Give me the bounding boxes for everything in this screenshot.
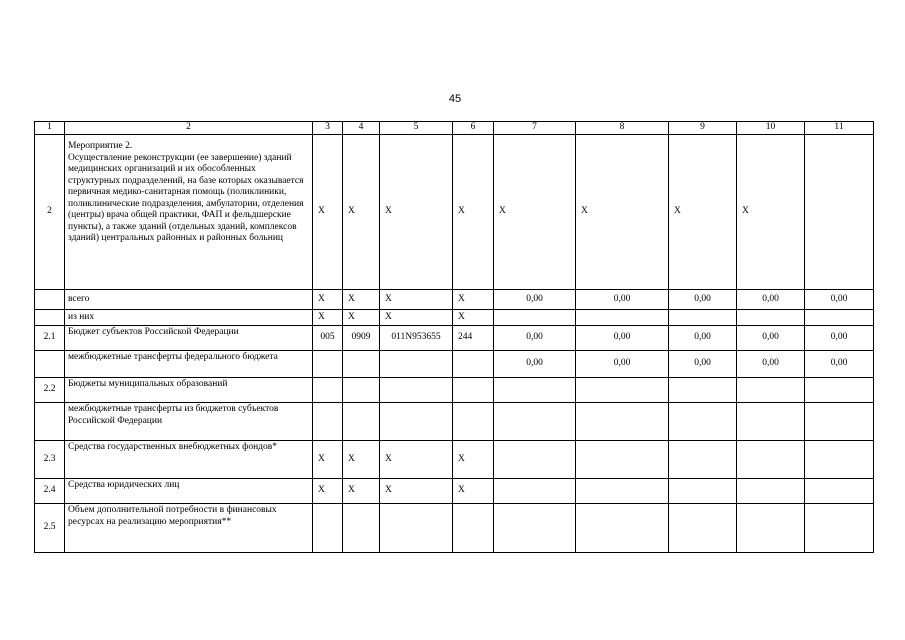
cell-col5 xyxy=(380,504,453,553)
cell-col10 xyxy=(737,378,805,403)
cell-col6 xyxy=(453,504,494,553)
cell-col8: 0,00 xyxy=(576,351,669,378)
cell-col6 xyxy=(453,403,494,441)
cell-col9 xyxy=(669,479,737,504)
cell-col3: X xyxy=(313,310,343,326)
cell-col6: X xyxy=(453,135,494,290)
row-description: межбюджетные трансферты федерального бюджета xyxy=(65,351,313,378)
header-row xyxy=(35,122,874,135)
cell-col11: 0,00 xyxy=(805,351,874,378)
cell-col8: 0,00 xyxy=(576,326,669,351)
cell-col4 xyxy=(343,351,380,378)
cell-col9 xyxy=(669,504,737,553)
cell-col3: X xyxy=(313,479,343,504)
cell-col8 xyxy=(576,310,669,326)
header-cell: 10 xyxy=(737,122,805,135)
cell-col6: X xyxy=(453,441,494,479)
table-row xyxy=(35,403,874,441)
cell-col8 xyxy=(576,378,669,403)
page-number: 45 xyxy=(448,93,462,105)
cell-col10: 0,00 xyxy=(737,290,805,310)
cell-col6: X xyxy=(453,310,494,326)
cell-col6: X xyxy=(453,290,494,310)
header-cell: 9 xyxy=(669,122,737,135)
cell-col10 xyxy=(737,441,805,479)
cell-col7 xyxy=(494,403,576,441)
row-description: всего xyxy=(65,290,313,310)
row-number xyxy=(35,351,65,378)
cell-col10: 0,00 xyxy=(737,351,805,378)
cell-col10 xyxy=(737,479,805,504)
cell-col8: 0,00 xyxy=(576,290,669,310)
cell-col10 xyxy=(737,310,805,326)
table-row xyxy=(35,310,874,326)
table-row xyxy=(35,378,874,403)
row-number: 2.1 xyxy=(35,326,65,351)
row-description: Бюджет субъектов Российской Федерации xyxy=(65,326,313,351)
measure-title: Мероприятие 2. xyxy=(68,141,133,151)
cell-col4: X xyxy=(343,441,380,479)
row-number xyxy=(35,310,65,326)
cell-col10 xyxy=(737,504,805,553)
cell-col4 xyxy=(343,378,380,403)
header-cell: 11 xyxy=(805,122,874,135)
header-cell: 6 xyxy=(453,122,494,135)
cell-col9: 0,00 xyxy=(669,351,737,378)
cell-col11 xyxy=(805,504,874,553)
cell-col3 xyxy=(313,378,343,403)
row-number: 2 xyxy=(35,135,65,290)
cell-col11 xyxy=(805,479,874,504)
table-row xyxy=(35,504,874,553)
header-cell: 8 xyxy=(576,122,669,135)
cell-col3: X xyxy=(313,135,343,290)
cell-col7: 0,00 xyxy=(494,351,576,378)
row-description xyxy=(65,135,313,290)
header-cell: 2 xyxy=(65,122,313,135)
cell-col6 xyxy=(453,378,494,403)
cell-col9 xyxy=(669,403,737,441)
row-number: 2.2 xyxy=(35,378,65,403)
cell-col8 xyxy=(576,504,669,553)
cell-col9 xyxy=(669,441,737,479)
row-description: Бюджеты муниципальных образований xyxy=(65,378,313,403)
cell-col7: 0,00 xyxy=(494,326,576,351)
cell-col11 xyxy=(805,135,874,290)
row-number xyxy=(35,290,65,310)
row-number: 2.4 xyxy=(35,479,65,504)
cell-col9: X xyxy=(669,135,737,290)
row-description: Средства юридических лиц xyxy=(65,479,313,504)
row-description: из них xyxy=(65,310,313,326)
cell-col10 xyxy=(737,403,805,441)
cell-col11 xyxy=(805,403,874,441)
row-description: Средства государственных внебюджетных фондов* xyxy=(65,441,313,479)
cell-col7 xyxy=(494,479,576,504)
cell-col8: X xyxy=(576,135,669,290)
cell-col7: X xyxy=(494,135,576,290)
cell-col5: X xyxy=(380,310,453,326)
cell-col5 xyxy=(380,351,453,378)
cell-col5: X xyxy=(380,441,453,479)
cell-col3 xyxy=(313,351,343,378)
cell-col9 xyxy=(669,310,737,326)
cell-col6 xyxy=(453,351,494,378)
header-cell: 3 xyxy=(313,122,343,135)
cell-col4: X xyxy=(343,135,380,290)
header-cell: 4 xyxy=(343,122,380,135)
cell-col5 xyxy=(380,403,453,441)
cell-col7 xyxy=(494,378,576,403)
cell-col11: 0,00 xyxy=(805,326,874,351)
cell-col3 xyxy=(313,504,343,553)
cell-col11 xyxy=(805,441,874,479)
cell-col3: X xyxy=(313,441,343,479)
cell-col6: X xyxy=(453,479,494,504)
cell-col7: 0,00 xyxy=(494,290,576,310)
row-number: 2.3 xyxy=(35,441,65,479)
cell-col8 xyxy=(576,479,669,504)
cell-col5: X xyxy=(380,135,453,290)
cell-col10: 0,00 xyxy=(737,326,805,351)
cell-col4: X xyxy=(343,479,380,504)
header-cell: 1 xyxy=(35,122,65,135)
row-number xyxy=(35,403,65,441)
cell-col7 xyxy=(494,441,576,479)
header-cell: 7 xyxy=(494,122,576,135)
cell-col5 xyxy=(380,378,453,403)
cell-col4: X xyxy=(343,290,380,310)
cell-col10: X xyxy=(737,135,805,290)
header-cell: 5 xyxy=(380,122,453,135)
cell-col7 xyxy=(494,310,576,326)
cell-col4 xyxy=(343,504,380,553)
row-number: 2.5 xyxy=(35,504,65,553)
table-row xyxy=(35,135,874,290)
cell-col5: X xyxy=(380,479,453,504)
table-row xyxy=(35,290,874,310)
table-row xyxy=(35,326,874,351)
table-row xyxy=(35,479,874,504)
cell-col4 xyxy=(343,403,380,441)
cell-col3: 005 xyxy=(313,326,343,351)
cell-col5: 011N953655 xyxy=(380,326,453,351)
cell-col9 xyxy=(669,378,737,403)
cell-col9: 0,00 xyxy=(669,290,737,310)
row-description: межбюджетные трансферты из бюджетов субъектов Российской Федерации xyxy=(65,403,313,441)
cell-col11: 0,00 xyxy=(805,290,874,310)
table-row xyxy=(35,351,874,378)
cell-col5: X xyxy=(380,290,453,310)
measure-text: Осуществление реконструкции (ее завершение) зданий медицинских организаций и их обособленных структурных подразделений, на базе которых оказывается первичная медико-санитарная помощь (поликлиники, поликлинические подразделения, амбулатории, отделения (центры) врача общей практики, ФАП и фельдшерские пункты), а также зданий (отдельных зданий, комплексов зданий) центральных районных и районных больниц xyxy=(68,152,304,243)
cell-col4: 0909 xyxy=(343,326,380,351)
cell-col7 xyxy=(494,504,576,553)
cell-col6: 244 xyxy=(453,326,494,351)
cell-col9: 0,00 xyxy=(669,326,737,351)
data-table xyxy=(34,121,874,553)
cell-col3 xyxy=(313,403,343,441)
cell-col8 xyxy=(576,403,669,441)
row-description: Объем дополнительной потребности в финансовых ресурсах на реализацию мероприятия** xyxy=(65,504,313,553)
cell-col3: X xyxy=(313,290,343,310)
cell-col11 xyxy=(805,310,874,326)
cell-col4: X xyxy=(343,310,380,326)
table-row xyxy=(35,441,874,479)
cell-col11 xyxy=(805,378,874,403)
cell-col8 xyxy=(576,441,669,479)
